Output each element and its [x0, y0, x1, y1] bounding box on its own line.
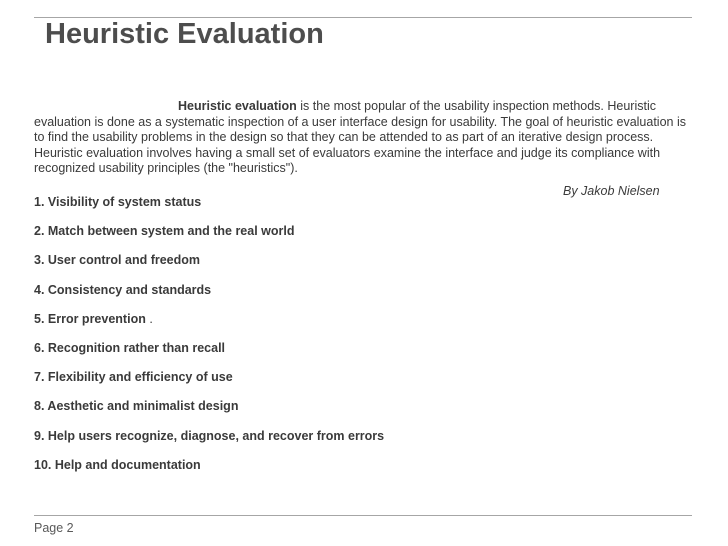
heuristic-item	[34, 338, 384, 367]
heuristic-item	[34, 192, 384, 221]
heuristic-label: 2. Match between system and the real world	[34, 224, 295, 239]
heuristic-label: 5. Error prevention	[34, 311, 146, 326]
heuristic-label: 7. Flexibility and efficiency of use	[34, 370, 233, 385]
heuristic-item	[34, 367, 384, 396]
heuristic-label: 1. Visibility of system status	[34, 195, 202, 209]
slide-title: Heuristic Evaluation	[45, 18, 324, 50]
attribution: By Jakob Nielsen	[563, 184, 660, 198]
heuristic-label: 8. Aesthetic and minimalist design	[34, 399, 239, 414]
heuristic-item	[34, 221, 384, 250]
heuristics-list	[34, 192, 384, 484]
heuristic-item	[34, 280, 384, 309]
bottom-divider	[34, 515, 692, 516]
heuristic-label: 3. User control and freedom	[34, 253, 201, 268]
intro-text: is the most popular of the usability inspection methods. Heuristic evaluation is done as a systematic inspection of a user interface design for usability. The goal of heuristic evaluation is to find the usability problems in the design so that they can be attended to as part of an iterative design process. Heuristic evaluation involves having a small set of evaluators examine the interface and judge its compliance with recognized usability principles (the "heuristics").	[34, 99, 686, 175]
heuristic-suffix: .	[145, 311, 153, 326]
heuristic-item	[34, 309, 384, 338]
heuristic-label: 10. Help and documentation	[34, 457, 201, 472]
heuristic-item	[34, 426, 384, 455]
page-number: Page 2	[34, 521, 74, 535]
heuristic-label: 9. Help users recognize, diagnose, and recover from errors	[34, 428, 385, 443]
heuristic-label: 4. Consistency and standards	[34, 282, 212, 297]
heuristic-item	[34, 396, 384, 425]
heuristic-item	[34, 455, 384, 484]
intro-term: Heuristic evaluation	[178, 99, 297, 113]
heuristic-label: 6. Recognition rather than recall	[34, 340, 226, 355]
heuristic-item	[34, 250, 384, 279]
intro-paragraph	[34, 99, 694, 177]
